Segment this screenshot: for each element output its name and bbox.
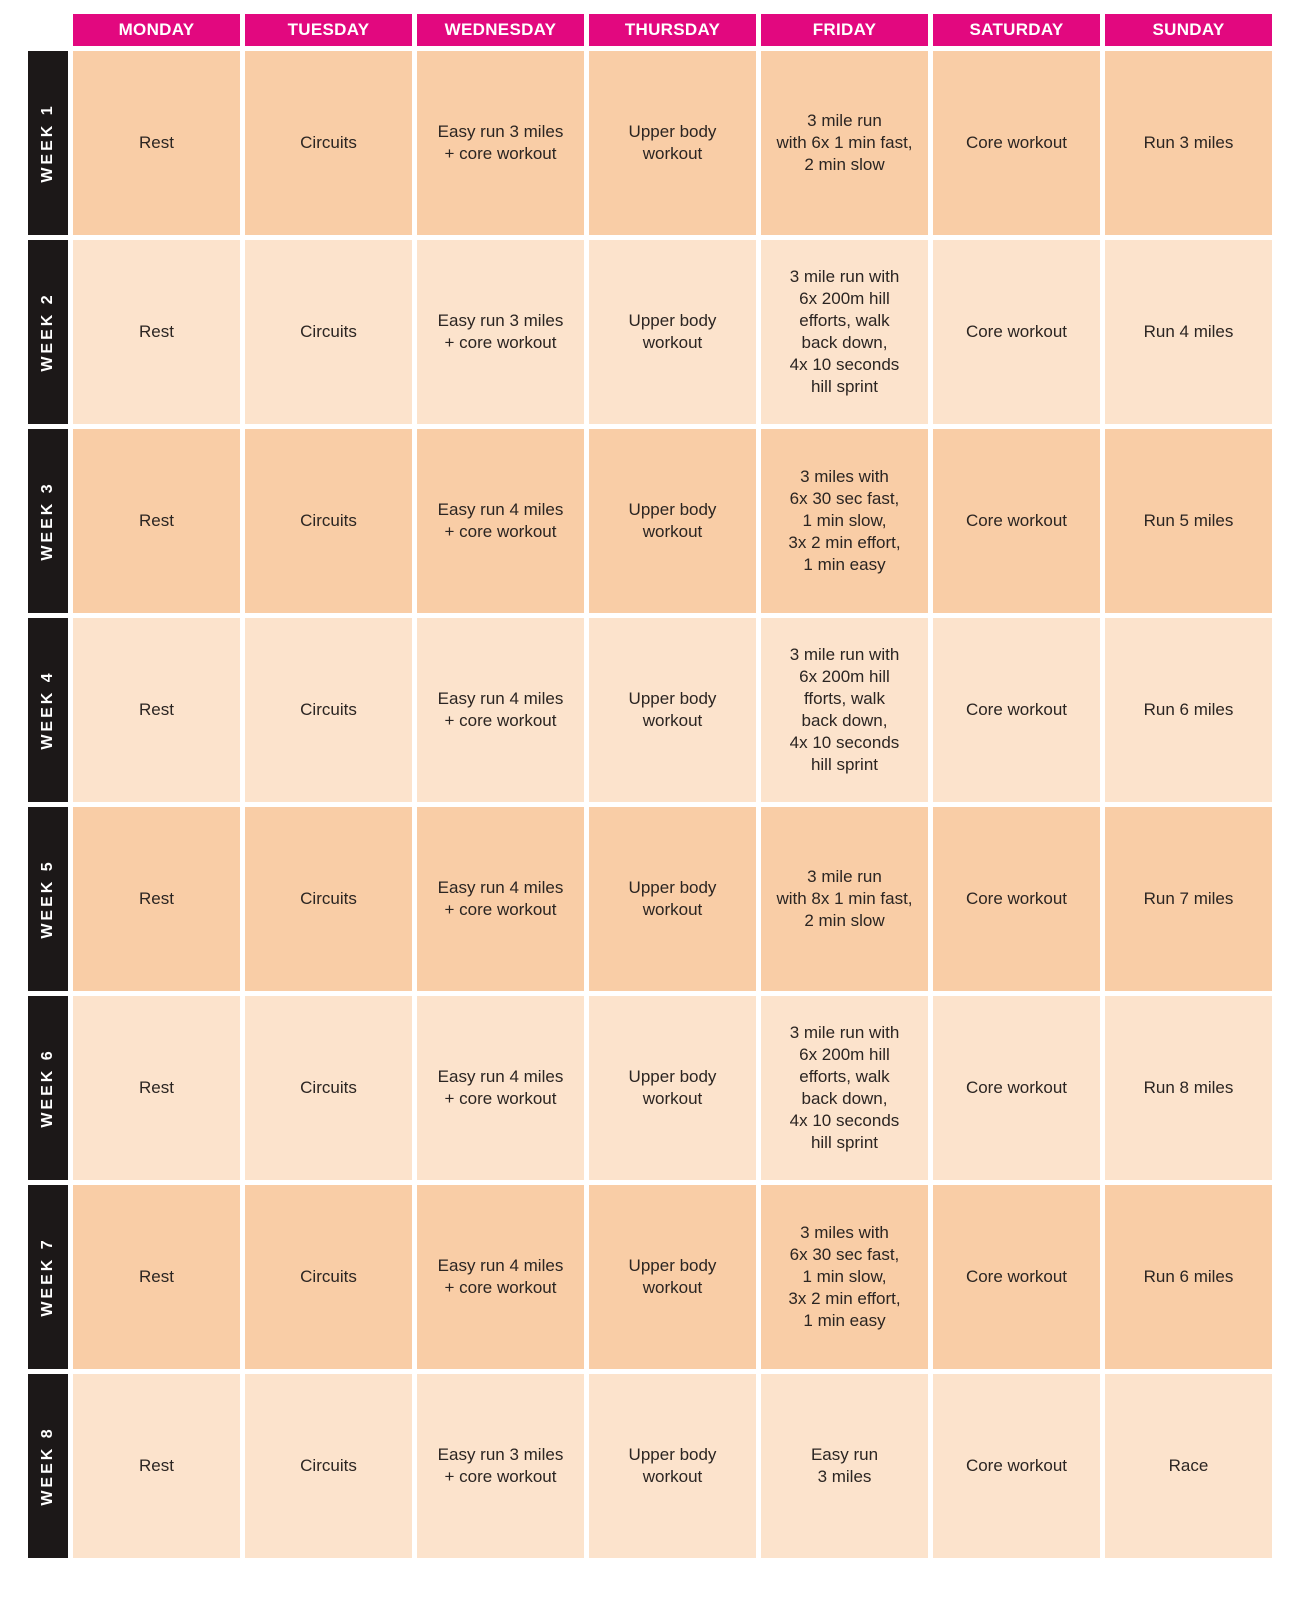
week-label-text: WEEK 5 [39, 859, 56, 939]
table-corner [28, 14, 68, 46]
row-label-week-4 [28, 618, 68, 802]
week-label-text: WEEK 3 [39, 481, 56, 561]
column-header-sunday: SUNDAY [1105, 14, 1272, 46]
week-label-text: WEEK 4 [39, 670, 56, 750]
cell-week-8-saturday: Core workout [933, 1374, 1100, 1558]
cell-week-5-saturday: Core workout [933, 807, 1100, 991]
cell-week-5-tuesday: Circuits [245, 807, 412, 991]
cell-week-7-monday: Rest [73, 1185, 240, 1369]
cell-week-4-wednesday: Easy run 4 miles + core workout [417, 618, 584, 802]
cell-week-2-saturday: Core workout [933, 240, 1100, 424]
cell-week-1-friday: 3 mile run with 6x 1 min fast, 2 min slow [761, 51, 928, 235]
cell-week-3-wednesday: Easy run 4 miles + core workout [417, 429, 584, 613]
cell-week-6-wednesday: Easy run 4 miles + core workout [417, 996, 584, 1180]
cell-week-6-tuesday: Circuits [245, 996, 412, 1180]
cell-week-8-thursday: Upper body workout [589, 1374, 756, 1558]
cell-week-7-wednesday: Easy run 4 miles + core workout [417, 1185, 584, 1369]
cell-week-2-friday: 3 mile run with 6x 200m hill efforts, walk back down, 4x 10 seconds hill sprint [761, 240, 928, 424]
cell-week-3-thursday: Upper body workout [589, 429, 756, 613]
cell-week-3-sunday: Run 5 miles [1105, 429, 1272, 613]
cell-week-1-wednesday: Easy run 3 miles + core workout [417, 51, 584, 235]
week-label-text: WEEK 8 [39, 1426, 56, 1506]
cell-week-3-monday: Rest [73, 429, 240, 613]
cell-week-7-sunday: Run 6 miles [1105, 1185, 1272, 1369]
cell-week-1-sunday: Run 3 miles [1105, 51, 1272, 235]
cell-week-5-monday: Rest [73, 807, 240, 991]
cell-week-8-tuesday: Circuits [245, 1374, 412, 1558]
row-label-week-8 [28, 1374, 68, 1558]
cell-week-4-tuesday: Circuits [245, 618, 412, 802]
cell-week-6-saturday: Core workout [933, 996, 1100, 1180]
cell-week-1-tuesday: Circuits [245, 51, 412, 235]
cell-week-4-thursday: Upper body workout [589, 618, 756, 802]
cell-week-5-wednesday: Easy run 4 miles + core workout [417, 807, 584, 991]
cell-week-1-monday: Rest [73, 51, 240, 235]
cell-week-6-monday: Rest [73, 996, 240, 1180]
column-header-monday: MONDAY [73, 14, 240, 46]
week-label-text: WEEK 6 [39, 1048, 56, 1128]
cell-week-6-sunday: Run 8 miles [1105, 996, 1272, 1180]
column-header-friday: FRIDAY [761, 14, 928, 46]
cell-week-7-tuesday: Circuits [245, 1185, 412, 1369]
row-label-week-6 [28, 996, 68, 1180]
week-label-text: WEEK 7 [39, 1237, 56, 1317]
cell-week-1-thursday: Upper body workout [589, 51, 756, 235]
training-schedule-table [28, 14, 1272, 1558]
cell-week-4-sunday: Run 6 miles [1105, 618, 1272, 802]
week-label-text: WEEK 2 [39, 292, 56, 372]
cell-week-3-saturday: Core workout [933, 429, 1100, 613]
cell-week-8-wednesday: Easy run 3 miles + core workout [417, 1374, 584, 1558]
cell-week-3-tuesday: Circuits [245, 429, 412, 613]
cell-week-2-monday: Rest [73, 240, 240, 424]
cell-week-2-thursday: Upper body workout [589, 240, 756, 424]
cell-week-4-monday: Rest [73, 618, 240, 802]
cell-week-2-sunday: Run 4 miles [1105, 240, 1272, 424]
cell-week-4-saturday: Core workout [933, 618, 1100, 802]
row-label-week-1 [28, 51, 68, 235]
cell-week-5-sunday: Run 7 miles [1105, 807, 1272, 991]
cell-week-2-tuesday: Circuits [245, 240, 412, 424]
week-label-text: WEEK 1 [39, 103, 56, 183]
cell-week-8-sunday: Race [1105, 1374, 1272, 1558]
cell-week-3-friday: 3 miles with 6x 30 sec fast, 1 min slow, 3x 2 min effort, 1 min easy [761, 429, 928, 613]
cell-week-6-friday: 3 mile run with 6x 200m hill efforts, walk back down, 4x 10 seconds hill sprint [761, 996, 928, 1180]
cell-week-6-thursday: Upper body workout [589, 996, 756, 1180]
cell-week-8-monday: Rest [73, 1374, 240, 1558]
cell-week-5-friday: 3 mile run with 8x 1 min fast, 2 min slow [761, 807, 928, 991]
cell-week-1-saturday: Core workout [933, 51, 1100, 235]
cell-week-2-wednesday: Easy run 3 miles + core workout [417, 240, 584, 424]
row-label-week-2 [28, 240, 68, 424]
cell-week-5-thursday: Upper body workout [589, 807, 756, 991]
cell-week-7-thursday: Upper body workout [589, 1185, 756, 1369]
cell-week-4-friday: 3 mile run with 6x 200m hill fforts, walk back down, 4x 10 seconds hill sprint [761, 618, 928, 802]
column-header-tuesday: TUESDAY [245, 14, 412, 46]
cell-week-7-friday: 3 miles with 6x 30 sec fast, 1 min slow, 3x 2 min effort, 1 min easy [761, 1185, 928, 1369]
column-header-saturday: SATURDAY [933, 14, 1100, 46]
column-header-wednesday: WEDNESDAY [417, 14, 584, 46]
cell-week-7-saturday: Core workout [933, 1185, 1100, 1369]
row-label-week-3 [28, 429, 68, 613]
row-label-week-7 [28, 1185, 68, 1369]
cell-week-8-friday: Easy run 3 miles [761, 1374, 928, 1558]
row-label-week-5 [28, 807, 68, 991]
column-header-thursday: THURSDAY [589, 14, 756, 46]
